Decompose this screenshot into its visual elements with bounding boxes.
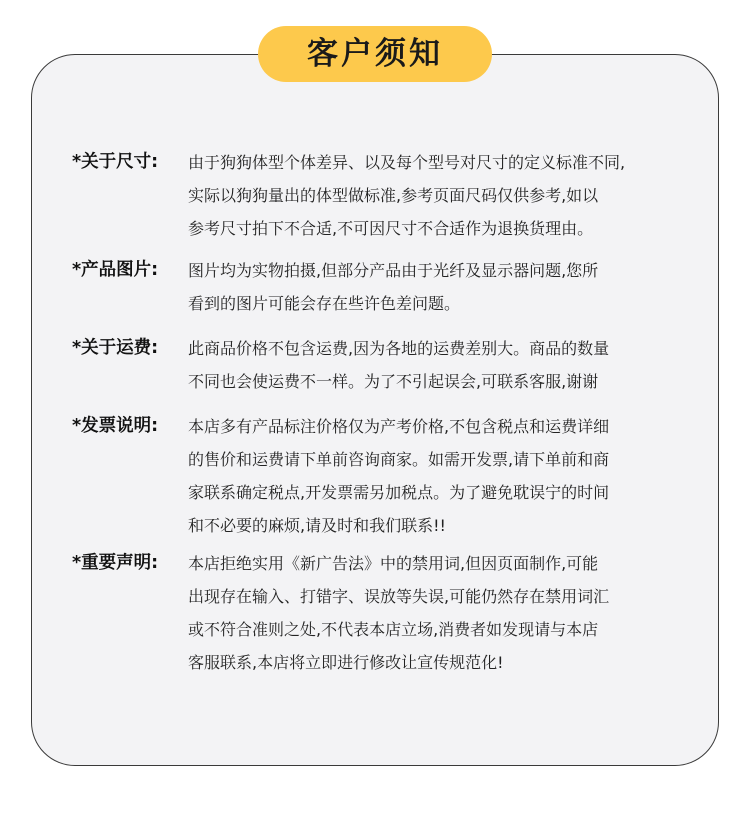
body-line: 家联系确定税点,开发票需另加税点。为了避免耽误宁的时间: [188, 483, 610, 502]
section-size: [72, 146, 692, 245]
section-body: [188, 146, 688, 245]
section-body: [188, 254, 688, 320]
section-label: *产品图片:: [72, 260, 159, 280]
body-line: 的售价和运费请下单前咨询商家。如需开发票,请下单前和商: [188, 450, 610, 469]
section-invoice: [72, 410, 692, 542]
body-line: 本店拒绝实用《新广告法》中的禁用词,但因页面制作,可能: [188, 554, 599, 573]
body-line: 或不符合准则之处,不代表本店立场,消费者如发现请与本店: [188, 620, 599, 639]
section-disclaimer: [72, 547, 692, 679]
page-title: 客户须知: [307, 35, 443, 72]
body-line: 实际以狗狗量出的体型做标准,参考页面尺码仅供参考,如以: [188, 186, 599, 205]
body-line: 客服联系,本店将立即进行修改让宣传规范化!: [188, 653, 504, 672]
section-label: *关于运费:: [72, 338, 159, 358]
body-line: 此商品价格不包含运费,因为各地的运费差别大。商品的数量: [188, 339, 610, 358]
section-shipping: [72, 332, 692, 398]
section-body: [188, 332, 688, 398]
body-line: 和不必要的麻烦,请及时和我们联系!!: [188, 516, 446, 535]
body-line: 参考尺寸拍下不合适,不可因尺寸不合适作为退换货理由。: [188, 219, 594, 238]
section-body: [188, 547, 688, 679]
section-label: *发票说明:: [72, 416, 159, 436]
section-product-images: [72, 254, 692, 320]
body-line: 看到的图片可能会存在些许色差问题。: [188, 294, 461, 313]
body-line: 不同也会使运费不一样。为了不引起误会,可联系客服,谢谢: [188, 372, 599, 391]
section-label: *重要声明:: [72, 553, 159, 573]
body-line: 本店多有产品标注价格仅为产考价格,不包含税点和运费详细: [188, 417, 610, 436]
body-line: 图片均为实物拍摄,但部分产品由于光纤及显示器问题,您所: [188, 261, 599, 280]
body-line: 由于狗狗体型个体差异、以及每个型号对尺寸的定义标准不同,: [188, 153, 626, 172]
title-badge: [258, 26, 492, 82]
section-label: *关于尺寸:: [72, 152, 159, 172]
body-line: 出现存在输入、打错字、误放等失误,可能仍然存在禁用词汇: [188, 587, 610, 606]
section-body: [188, 410, 688, 542]
